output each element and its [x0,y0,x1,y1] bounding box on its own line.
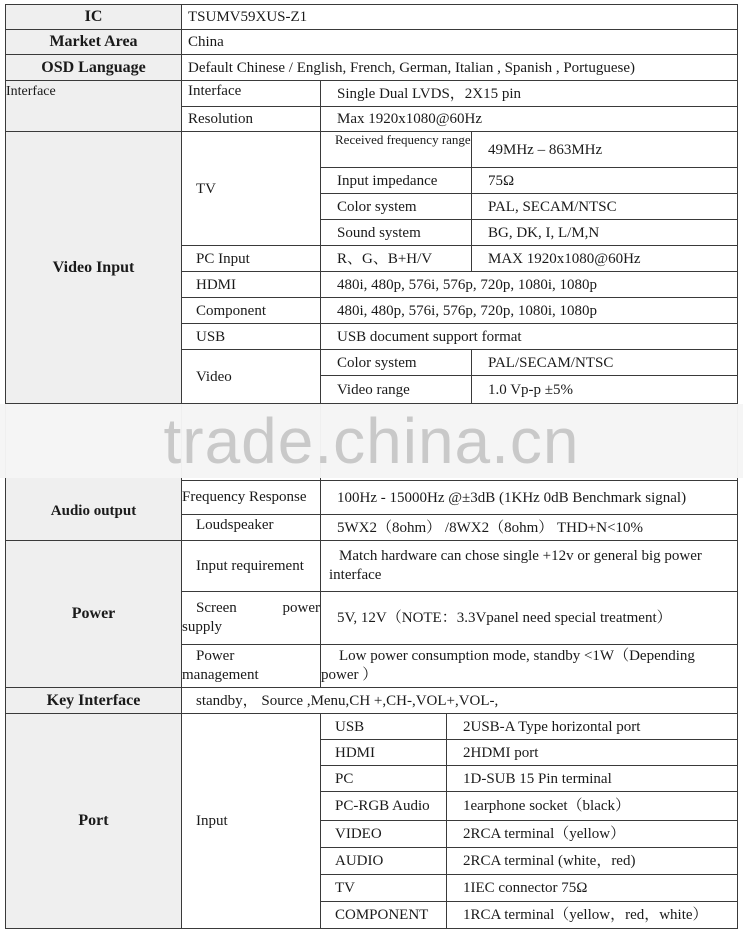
power-management-label: Power management [181,644,321,688]
port-usb-value: 2USB-A Type horizontal port [446,713,738,740]
port-section-label: Port [5,713,182,929]
video-color-system-value: PAL/SECAM/NTSC [471,349,738,376]
video-label: Video [181,349,321,404]
port-pc-label: PC [320,765,447,792]
osd-language-value: Default Chinese / English, French, German, Italian , Spanish , Portuguese) [181,54,738,81]
tv-color-system-label: Color system [320,193,472,220]
osd-language-label: OSD Language [5,54,182,81]
video-input-section-label: Video Input [5,131,182,404]
input-requirement-label: Input requirement [181,540,321,592]
resolution-label: Resolution [181,106,321,132]
port-hdmi-value: 2HDMI port [446,739,738,766]
port-component-label: COMPONENT [320,901,447,929]
input-impedance-label: Input impedance [320,167,472,194]
screen-power-supply-value: 5V, 12V（NOTE：3.3Vpanel need special treatment） [320,591,738,645]
market-area-value: China [181,29,738,55]
received-frequency-label: Received frequency range [320,131,472,168]
component-label: Component [181,297,321,324]
port-audio-label: AUDIO [320,847,447,875]
loudspeaker-label: Loudspeaker [181,514,321,541]
port-pc-rgb-audio-value: 1earphone socket（black） [446,791,738,821]
watermark-text: trade.china.cn [163,405,580,477]
hdmi-value: 480i, 480p, 576i, 576p, 720p, 1080i, 1080p [320,271,738,298]
frequency-response-value: 100Hz - 15000Hz @±3dB (1KHz 0dB Benchmark signal) [320,480,738,515]
port-pc-rgb-audio-label: PC-RGB Audio [320,791,447,821]
received-frequency-value: 49MHz – 863MHz [471,131,738,168]
power-section-label: Power [5,540,182,688]
pc-input-value: MAX 1920x1080@60Hz [471,245,738,272]
port-video-value: 2RCA terminal（yellow） [446,820,738,848]
video-range-label: Video range [320,375,472,404]
market-area-label: Market Area [5,29,182,55]
interface-sub-label: Interface [181,80,321,107]
pc-input-signal: R、G、B+H/V [320,245,472,272]
ic-value: TSUMV59XUS-Z1 [181,4,738,30]
input-requirement-value: Match hardware can chose single +12v or general big power interface [320,540,738,592]
port-pc-value: 1D-SUB 15 Pin terminal [446,765,738,792]
port-tv-value: 1IEC connector 75Ω [446,874,738,902]
port-video-label: VIDEO [320,820,447,848]
power-management-value: Low power consumption mode, standby <1W（Depending power ） [320,644,738,688]
video-color-system-label: Color system [320,349,472,376]
loudspeaker-value: 5WX2（8ohm） /8WX2（8ohm） THD+N<10% [320,514,738,541]
interface-section-label: Interface [5,80,182,132]
hdmi-label: HDMI [181,271,321,298]
usb-label: USB [181,323,321,350]
component-value: 480i, 480p, 576i, 576p, 720p, 1080i, 1080p [320,297,738,324]
screen-power-supply-label: Screen power supply [181,591,321,645]
port-usb-label: USB [320,713,447,740]
port-tv-label: TV [320,874,447,902]
tv-color-system-value: PAL, SECAM/NTSC [471,193,738,220]
key-interface-label: Key Interface [5,687,182,714]
port-audio-value: 2RCA terminal (white，red) [446,847,738,875]
sound-system-value: BG, DK, I, L/M,N [471,219,738,246]
frequency-response-label: Frequency Response [181,480,321,515]
port-input-label: Input [181,713,321,929]
resolution-value: Max 1920x1080@60Hz [320,106,738,132]
port-component-value: 1RCA terminal（yellow，red，white） [446,901,738,929]
ic-label: IC [5,4,182,30]
tv-label: TV [181,131,321,246]
interface-sub-value: Single Dual LVDS，2X15 pin [320,80,738,107]
usb-value: USB document support format [320,323,738,350]
sound-system-label: Sound system [320,219,472,246]
port-hdmi-label: HDMI [320,739,447,766]
pc-input-label: PC Input [181,245,321,272]
video-range-value: 1.0 Vp-p ±5% [471,375,738,404]
audio-output-section-label: Audio output [5,403,182,541]
input-impedance-value: 75Ω [471,167,738,194]
key-interface-value: standby， Source ,Menu,CH +,CH-,VOL+,VOL-, [181,687,738,714]
